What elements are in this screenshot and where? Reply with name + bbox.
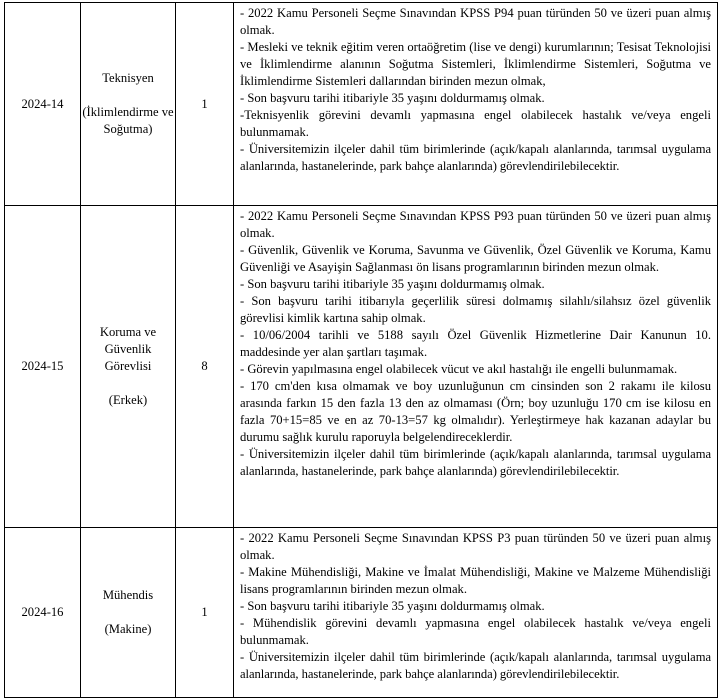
position-title xyxy=(81,528,176,698)
title-line: Güvenlik xyxy=(104,342,152,356)
positions-table xyxy=(4,2,718,698)
position-count: 1 xyxy=(176,3,234,206)
requirement-item: - Mesleki ve teknik eğitim veren ortaöğretim (lise ve dengi) kurumlarının; Tesisat Teknolojisi ve İklimlendirme alanının Soğutma Sistemleri, İklimlendirme Sistemleri, Soğutma ve İklimlendirme Sistemleri dallarından birinden mezun olmak, xyxy=(240,40,711,88)
requirement-item: - 2022 Kamu Personeli Seçme Sınavından KPSS P94 puan türünden 50 ve üzeri puan almış olmak. xyxy=(240,6,711,37)
requirement-item: - Üniversitemizin ilçeler dahil tüm birimlerinde (açık/kapalı alanlarında, tarımsal uygulama alanlarında, hastanelerinde, park bahçe alanlarında) görevlendirilebilecektir. xyxy=(240,142,711,173)
table-row xyxy=(5,206,718,528)
title-line: Koruma ve xyxy=(99,325,157,339)
position-count: 8 xyxy=(176,206,234,528)
position-code: 2024-14 xyxy=(5,3,81,206)
title-line: Soğutma) xyxy=(103,122,153,136)
requirement-item: - Son başvuru tarihi itibariyle 35 yaşını doldurmamış olmak. xyxy=(240,91,545,105)
title-line: (Makine) xyxy=(104,622,152,636)
requirement-item: - Son başvuru tarihi itibariyle 35 yaşını doldurmamış olmak. xyxy=(240,599,545,613)
requirement-item: - Görevin yapılmasına engel olabilecek vücut ve akıl hastalığı ile engelli bulunmamak. xyxy=(240,362,678,376)
requirement-item: - 10/06/2004 tarihli ve 5188 sayılı Özel Güvenlik Hizmetlerine Dair Kanunun 10. maddesinde yer alan şartları taşımak. xyxy=(240,328,711,359)
requirement-item: - Üniversitemizin ilçeler dahil tüm birimlerinde (açık/kapalı alanlarında, tarımsal uygulama alanlarında, hastanelerinde, park bahçe alanlarında) görevlendirilebilecektir. xyxy=(240,447,711,478)
requirement-item: - 170 cm'den kısa olmamak ve boy uzunluğunun cm cinsinden son 2 rakamı ile kilosu arasında farkın 15 den fazla 13 den az olmaması (Örn; boy uzunluğu 170 cm ise kilosu en fazla 70+15=85 ve en az 70-13=57 kg olmalıdır). Yerleştirmeye hak kazanan adaylar bu durumu sağlık kurulu raporuyla belgelendireceklerdir. xyxy=(240,379,711,444)
requirement-item: - Son başvuru tarihi itibariyle 35 yaşını doldurmamış olmak. xyxy=(240,277,545,291)
requirements-cell xyxy=(234,528,718,698)
requirement-item: - 2022 Kamu Personeli Seçme Sınavından KPSS P93 puan türünden 50 ve üzeri puan almış olmak. xyxy=(240,209,711,240)
requirement-item: - Üniversitemizin ilçeler dahil tüm birimlerinde (açık/kapalı alanlarında, tarımsal uygulama alanlarında, hastanelerinde, park bahçe alanlarında) görevlendirilebilecektir. xyxy=(240,650,711,681)
title-line: Teknisyen xyxy=(102,71,154,85)
title-line: (İklimlendirme ve xyxy=(82,105,174,119)
requirement-item: - Mühendislik görevini devamlı yapmasına engel olabilecek hastalık ve/veya engeli bulunmamak. xyxy=(240,616,711,647)
position-title xyxy=(81,3,176,206)
requirement-item: - Makine Mühendisliği, Makine ve İmalat Mühendisliği, Makine ve Malzeme Mühendisliği lisans programlarının birinden mezun olmak. xyxy=(240,565,711,596)
requirement-item: - Son başvuru tarihi itibarıyla geçerlilik süresi dolmamış silahlı/silahsız özel güvenlik görevlisi kimlik kartına sahip olmak. xyxy=(240,294,711,325)
title-line: (Erkek) xyxy=(108,393,148,407)
requirements-cell xyxy=(234,206,718,528)
table-row xyxy=(5,3,718,206)
position-count: 1 xyxy=(176,528,234,698)
requirement-item: - Güvenlik, Güvenlik ve Koruma, Savunma ve Güvenlik, Özel Güvenlik ve Koruma, Kamu Güvenliği ve Asayişin Sağlanması ön lisans programlarının birinden mezun olmak. xyxy=(240,243,711,274)
table-row xyxy=(5,528,718,698)
title-line: Mühendis xyxy=(102,588,154,602)
position-title xyxy=(81,206,176,528)
requirement-item: - 2022 Kamu Personeli Seçme Sınavından KPSS P3 puan türünden 50 ve üzeri puan almış olmak. xyxy=(240,531,711,562)
requirements-cell xyxy=(234,3,718,206)
position-code: 2024-15 xyxy=(5,206,81,528)
title-line: Görevlisi xyxy=(104,359,152,373)
requirement-item: -Teknisyenlik görevini devamlı yapmasına engel olabilecek hastalık ve/veya engeli bulunmamak. xyxy=(240,108,711,139)
position-code: 2024-16 xyxy=(5,528,81,698)
